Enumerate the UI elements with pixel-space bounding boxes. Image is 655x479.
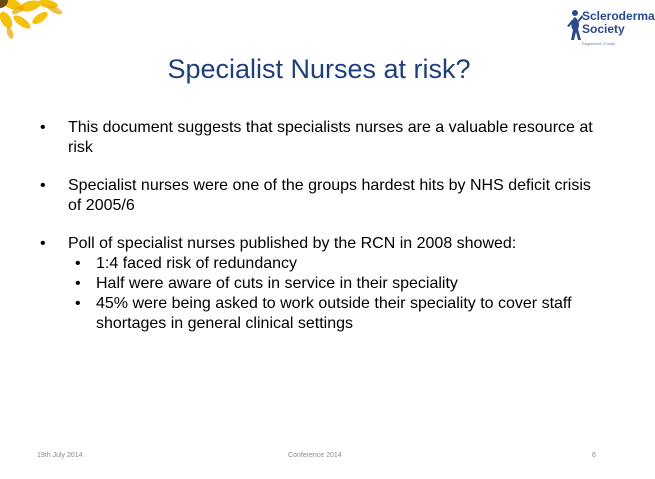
- slide-content: [40, 118, 600, 334]
- bullet-item: [40, 234, 600, 254]
- footer-date: 19th July 2014: [37, 452, 83, 459]
- sub-bullet-text: 45% were being asked to work outside their speciality to cover staff shortages in general clinical settings: [96, 295, 572, 332]
- bullet-item: [40, 118, 600, 158]
- bullet-symbol: •: [40, 119, 46, 136]
- slide-title: Specialist Nurses at risk?: [167, 54, 471, 84]
- bullet-item: [40, 176, 600, 216]
- sub-bullet-text: Half were aware of cuts in service in their speciality: [96, 275, 458, 292]
- bullet-symbol: •: [40, 177, 46, 194]
- sub-bullet-symbol: •: [75, 295, 81, 312]
- logo-line1: Scleroderma: [582, 9, 655, 23]
- logo-tagline: Registered Charity: [582, 41, 616, 46]
- sunflower-icon: [0, 0, 70, 40]
- bullet-text: Poll of specialist nurses published by the RCN in 2008 showed:: [68, 235, 517, 252]
- bullet-text: This document suggests that specialists nurses are a valuable resource at risk: [68, 119, 593, 156]
- sub-bullet-symbol: •: [75, 255, 81, 272]
- footer-event: Conference 2014: [288, 452, 342, 459]
- sub-bullet-item: [40, 274, 600, 294]
- footer-page-number: 6: [592, 452, 596, 459]
- logo-text: [582, 10, 655, 50]
- sub-bullet-item: [40, 294, 600, 334]
- logo-line2: Society: [582, 22, 625, 36]
- sub-bullet-text: 1:4 faced risk of redundancy: [96, 255, 298, 272]
- sub-bullet-symbol: •: [75, 275, 81, 292]
- bullet-symbol: •: [40, 235, 46, 252]
- sub-bullet-item: [40, 254, 600, 274]
- bullet-text: Specialist nurses were one of the groups hardest hits by NHS deficit crisis of 2005/6: [68, 177, 591, 214]
